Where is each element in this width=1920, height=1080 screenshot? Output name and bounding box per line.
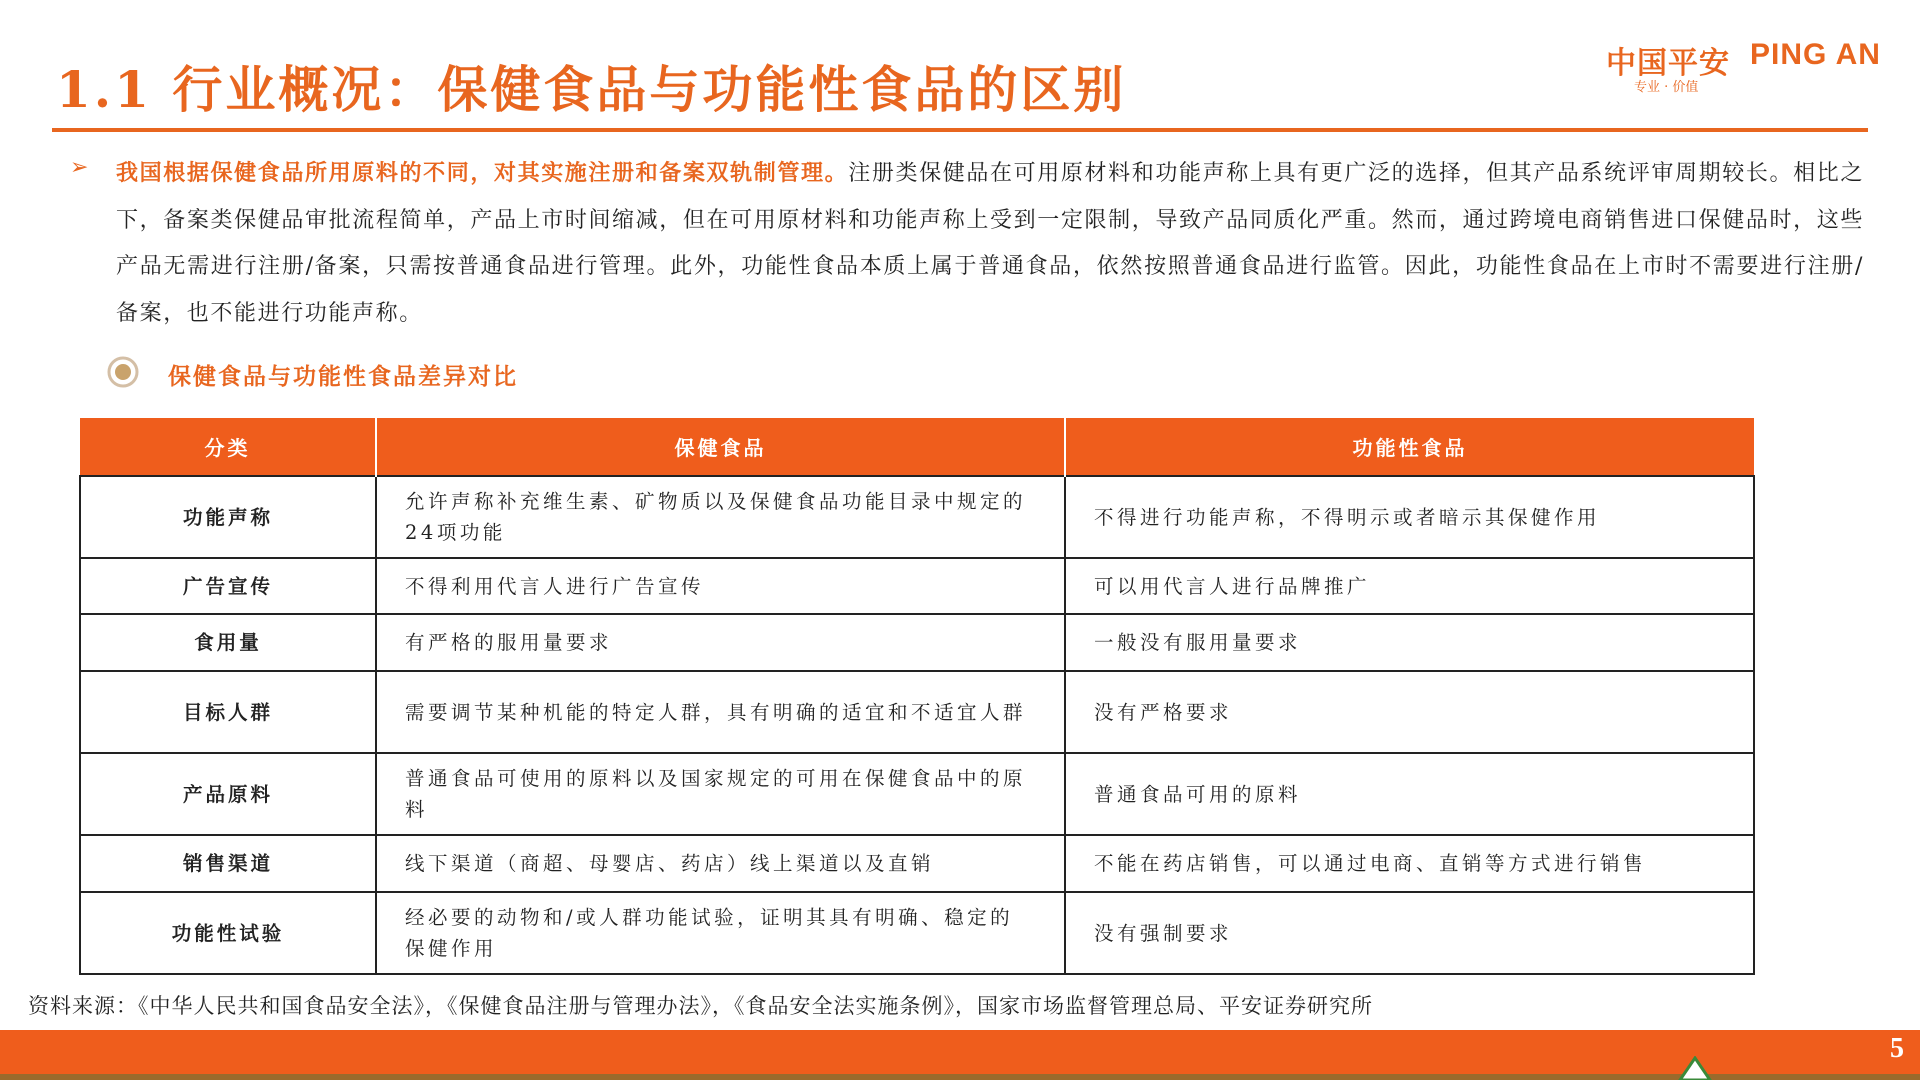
row-category: 功能性试验: [80, 892, 376, 974]
intro-highlight: 我国根据保健食品所用原料的不同，对其实施注册和备案双轨制管理。: [116, 160, 849, 186]
row-category: 销售渠道: [80, 835, 376, 892]
row-health-food: 允许声称补充维生素、矿物质以及保健食品功能目录中规定的24项功能: [376, 476, 1065, 558]
row-category: 食用量: [80, 614, 376, 671]
table-row: [80, 558, 1754, 614]
logo-cn-text: 中国平安: [1606, 46, 1730, 81]
row-health-food: 普通食品可使用的原料以及国家规定的可用在保健食品中的原料: [376, 753, 1065, 835]
row-functional-food: 不得进行功能声称，不得明示或者暗示其保健作用: [1065, 476, 1754, 558]
row-functional-food: 不能在药店销售，可以通过电商、直销等方式进行销售: [1065, 835, 1754, 892]
table-row: [80, 835, 1754, 892]
row-functional-food: 没有严格要求: [1065, 671, 1754, 753]
table-header-row: [80, 418, 1754, 476]
row-health-food: 有严格的服用量要求: [376, 614, 1065, 671]
row-health-food: 经必要的动物和/或人群功能试验，证明其具有明确、稳定的保健作用: [376, 892, 1065, 974]
row-health-food: 需要调节某种机能的特定人群，具有明确的适宜和不适宜人群: [376, 671, 1065, 753]
row-category: 产品原料: [80, 753, 376, 835]
header-health-food: 保健食品: [376, 418, 1065, 476]
logo-tagline: 专业 · 价值: [1634, 80, 1699, 95]
table-row: [80, 671, 1754, 753]
row-health-food: 线下渠道（商超、母婴店、药店）线上渠道以及直销: [376, 835, 1065, 892]
row-functional-food: 一般没有服用量要求: [1065, 614, 1754, 671]
table-row: [80, 476, 1754, 558]
header-functional-food: 功能性食品: [1065, 418, 1754, 476]
table-row: [80, 892, 1754, 974]
section-title: 保健食品与功能性食品差异对比: [168, 363, 518, 390]
intro-paragraph: [116, 150, 1864, 337]
source-note: 资料来源：《中华人民共和国食品安全法》，《保健食品注册与管理办法》，《食品安全法实施条例》，国家市场监督管理总局、平安证券研究所: [28, 994, 1373, 1018]
row-category: 功能声称: [80, 476, 376, 558]
triangle-mark-icon: [1678, 1056, 1712, 1080]
row-category: 广告宣传: [80, 558, 376, 614]
page-title: 1.1 行业概况：保健食品与功能性食品的区别: [56, 60, 1127, 119]
arrow-bullet-icon: ➢: [70, 155, 89, 180]
footer-bar: [0, 1030, 1920, 1074]
footer-line: [0, 1074, 1920, 1080]
row-functional-food: 可以用代言人进行品牌推广: [1065, 558, 1754, 614]
title-divider: [52, 128, 1868, 132]
comparison-table: [79, 418, 1755, 975]
header-category: 分类: [80, 418, 376, 476]
row-category: 目标人群: [80, 671, 376, 753]
row-health-food: 不得利用代言人进行广告宣传: [376, 558, 1065, 614]
intro-body: 注册类保健品在可用原材料和功能声称上具有更广泛的选择，但其产品系统评审周期较长。相比之下，备案类保健品审批流程简单，产品上市时间缩减，但在可用原材料和功能声称上受到一定限制，导致产品同质化严重。然而，通过跨境电商销售进口保健品时，这些产品无需进行注册/备案，只需按普通食品进行管理。此外，功能性食品本质上属于普通食品，依然按照普通食品进行监管。因此，功能性食品在上市时不需要进行注册/备案，也不能进行功能声称。: [116, 161, 1864, 326]
page-number: 5: [1890, 1033, 1904, 1064]
row-functional-food: 没有强制要求: [1065, 892, 1754, 974]
table-row: [80, 753, 1754, 835]
table-row: [80, 614, 1754, 671]
circle-bullet-icon: [106, 355, 140, 389]
row-functional-food: 普通食品可用的原料: [1065, 753, 1754, 835]
pingan-logo: [1598, 38, 1898, 98]
logo-en-text: PING AN: [1750, 38, 1881, 71]
